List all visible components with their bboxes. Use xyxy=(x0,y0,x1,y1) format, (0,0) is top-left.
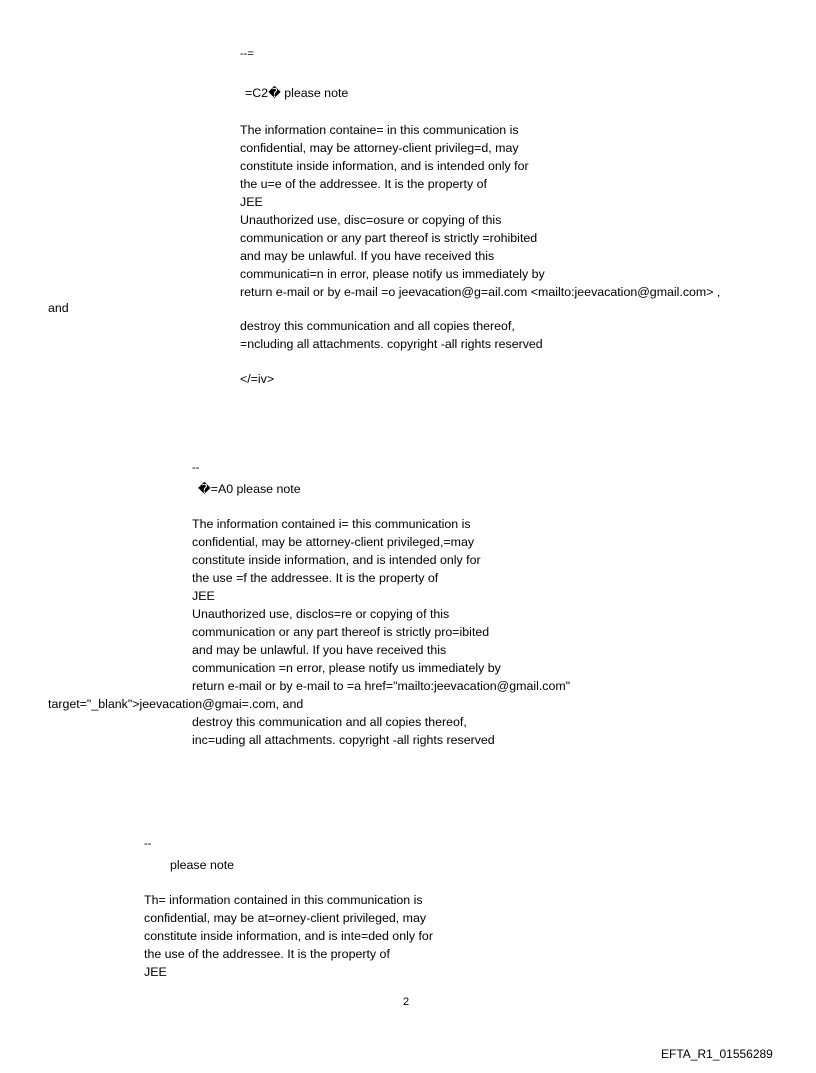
block2-line: communication or any part thereof is strictly pro=ibited xyxy=(192,625,490,639)
block1-separator: --= xyxy=(240,48,254,60)
block2-line: confidential, may be attorney-client privileged,=may xyxy=(192,535,475,549)
block1-line: communicati=n in error, please notify us immediately by xyxy=(240,267,545,281)
block2-line: destroy this communication and all copies thereof, xyxy=(192,715,467,729)
block1-closing-tag: </=iv> xyxy=(240,372,275,386)
block1-line: confidential, may be attorney-client privileg=d, may xyxy=(240,141,519,155)
block1-line: Unauthorized use, disc=osure or copying of this xyxy=(240,213,502,227)
block2-line: and may be unlawful. If you have received this xyxy=(192,643,447,657)
block3-line: JEE xyxy=(144,965,167,979)
block2-line: inc=uding all attachments. copyright -all rights reserved xyxy=(192,733,495,747)
block2-line: Unauthorized use, disclos=re or copying of this xyxy=(192,607,450,621)
block2-target-line: target="_blank">jeevacation@gmai=.com, and xyxy=(48,697,304,711)
block2-line: communication =n error, please notify us immediately by xyxy=(192,661,501,675)
document-id-footer: EFTA_R1_01556289 xyxy=(661,1047,773,1061)
block1-and: and xyxy=(48,301,69,315)
block1-email-line: return e-mail or by e-mail =o jeevacation@g=ail.com <mailto:jeevacation@gmail.com> , xyxy=(240,285,721,299)
block2-line: The information contained i= this communication is xyxy=(192,517,471,531)
block1-line: and may be unlawful. If you have received this xyxy=(240,249,495,263)
block2-line: the use =f the addressee. It is the property of xyxy=(192,571,439,585)
block1-line: =ncluding all attachments. copyright -all rights reserved xyxy=(240,337,543,351)
block1-line: the u=e of the addressee. It is the property of xyxy=(240,177,487,191)
block1-line: JEE xyxy=(240,195,263,209)
block3-separator: -- xyxy=(144,838,152,850)
page-number: 2 xyxy=(403,996,410,1008)
block2-line: constitute inside information, and is intended only for xyxy=(192,553,481,567)
block3-please-note: please note xyxy=(170,858,235,872)
block2-separator: -- xyxy=(192,462,200,474)
block3-line: Th= information contained in this communication is xyxy=(144,893,423,907)
block1-line: destroy this communication and all copies thereof, xyxy=(240,319,515,333)
block1-line: The information containe= in this communication is xyxy=(240,123,519,137)
block2-email-line: return e-mail or by e-mail to =a href="mailto:jeevacation@gmail.com" xyxy=(192,679,571,693)
block1-line: communication or any part thereof is strictly =rohibited xyxy=(240,231,538,245)
block3-line: confidential, may be at=orney-client privileged, may xyxy=(144,911,427,925)
block3-line: the use of the addressee. It is the property of xyxy=(144,947,390,961)
block2-line: JEE xyxy=(192,589,215,603)
block1-please-note: =C2� please note xyxy=(245,86,349,100)
block3-line: constitute inside information, and is inte=ded only for xyxy=(144,929,433,943)
block2-please-note: �=A0 please note xyxy=(198,482,301,496)
block1-line: constitute inside information, and is intended only for xyxy=(240,159,529,173)
